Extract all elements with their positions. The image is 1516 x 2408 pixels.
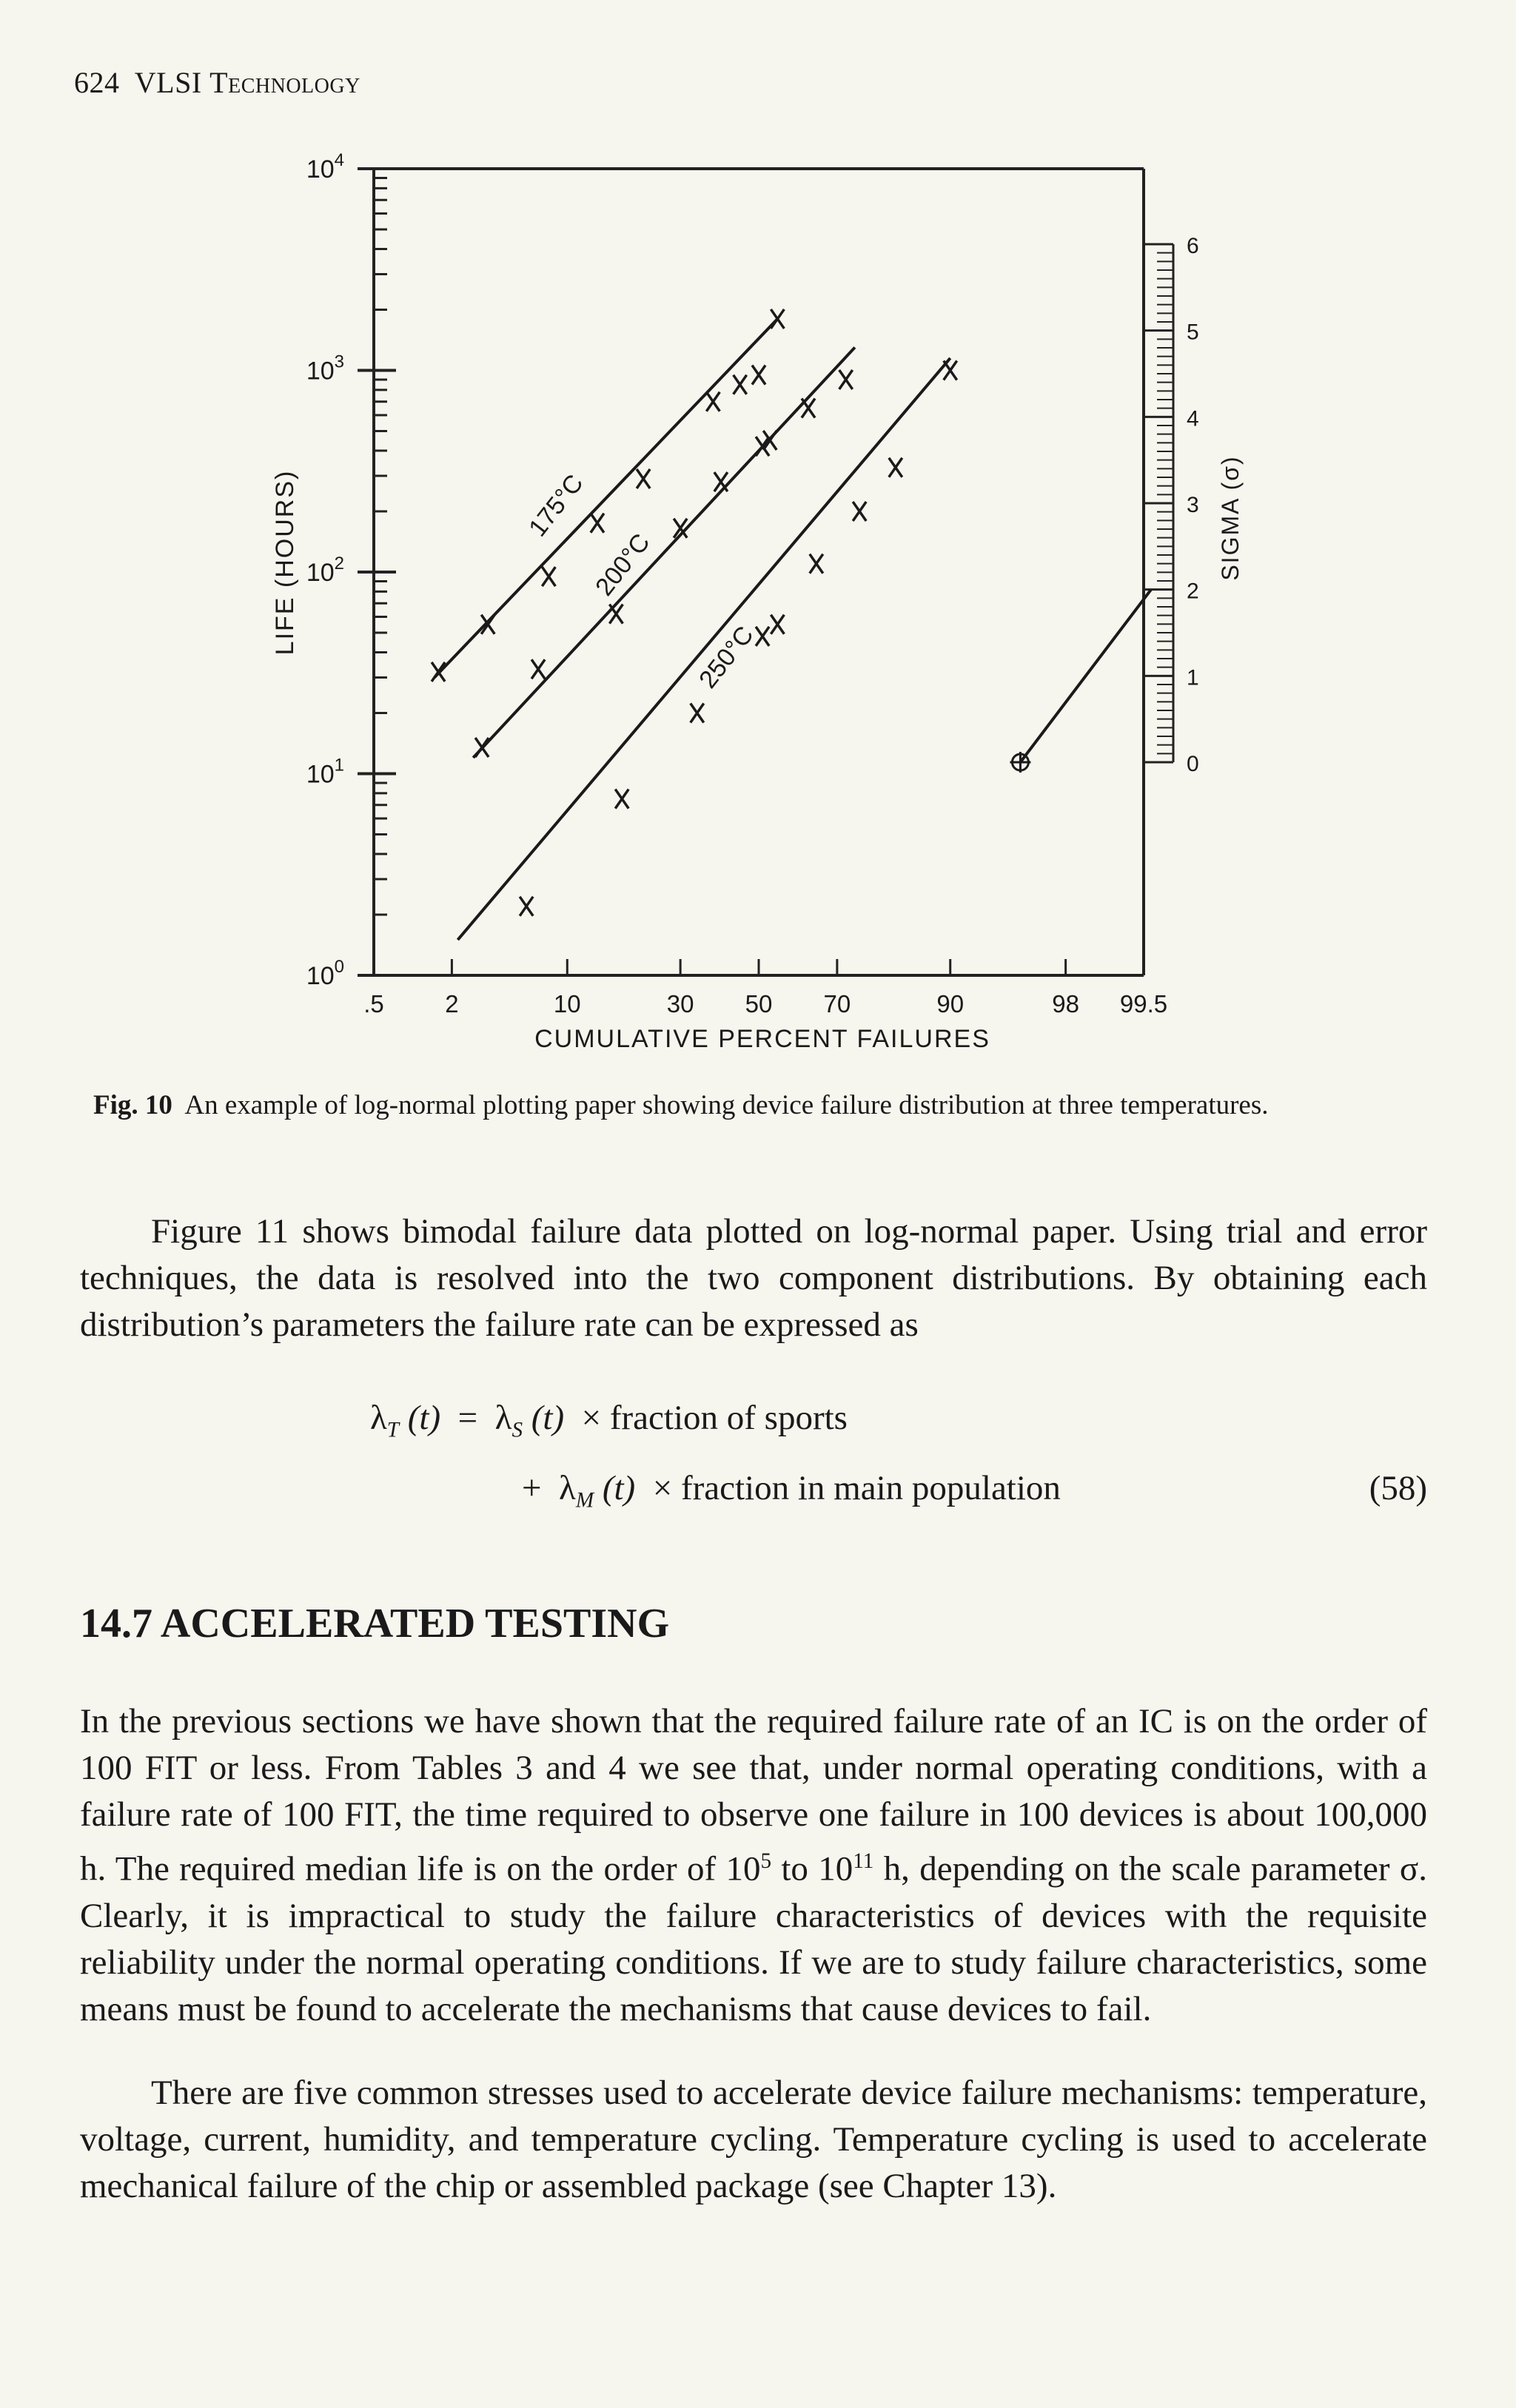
eq-rhs-sub: S — [512, 1418, 523, 1442]
para2-part-a: In the previous sections we have shown that the required failure rate of an IC is on the order of 100 FIT or less. From Tables 3 and 4 we see that, under normal operating conditions, with a failure rate of 100 FIT, the time required to observe one failure in 100 devices is about 100,000 h. The required median life is on the order of 10 — [80, 1702, 1427, 1889]
data-point-x — [475, 738, 489, 757]
sigma-tick-label: 1 — [1187, 665, 1199, 690]
data-point-x — [752, 366, 765, 385]
y-axis-ticks — [306, 150, 396, 990]
data-point-x — [944, 361, 957, 380]
para2-sup-2: 11 — [853, 1849, 874, 1873]
x-tick-label: .5 — [363, 990, 384, 1018]
data-point-x — [531, 659, 545, 679]
series-label: 250°C — [694, 621, 759, 694]
eq-lhs-arg: (t) — [407, 1399, 441, 1437]
figure-caption — [93, 1089, 1455, 1121]
data-point-x — [609, 605, 623, 624]
data-point-x — [714, 472, 728, 491]
section-title: ACCELERATED TESTING — [160, 1601, 670, 1647]
data-point-x — [691, 703, 704, 722]
data-point-x — [889, 458, 902, 477]
para2-part-c: h, depending on the scale parameter σ. Clearly, it is impractical to study the failure characteristics of devices with the requisite reliability under the normal operating conditions. If we are to study failure characteristics, some means must be found to accelerate the mechanisms that cause devices to fail. — [80, 1849, 1427, 2028]
eq-m-arg: (t) — [602, 1469, 636, 1507]
paragraph-bimodal: Figure 11 shows bimodal failure data plotted on log-normal paper. Using trial and error techniques, the data is resolved into the two component distributions. By obtaining each distribution’s parameters the failure rate can be expressed as — [80, 1212, 1427, 1344]
data-point-x — [706, 392, 720, 411]
eq-line1-rest: × fraction of sports — [581, 1399, 848, 1437]
eq-lhs-symbol: λ — [370, 1399, 387, 1437]
equation-line-2 — [522, 1465, 1061, 1524]
para2-sup-1: 5 — [760, 1849, 772, 1873]
data-point-x — [802, 398, 815, 417]
x-tick-label: 99.5 — [1119, 990, 1168, 1018]
data-point-x — [853, 502, 866, 521]
y-tick-label: $10^2$ — [306, 554, 344, 587]
data-point-x — [542, 567, 555, 586]
x-axis-label: CUMULATIVE PERCENT FAILURES — [534, 1025, 990, 1053]
x-tick-label: 2 — [445, 990, 459, 1018]
sigma-tick-label: 0 — [1187, 752, 1199, 776]
x-tick-label: 50 — [745, 990, 773, 1018]
eq-rhs-arg: (t) — [531, 1399, 565, 1437]
section-number: 14.7 — [80, 1601, 152, 1647]
y-tick-label: $10^0$ — [306, 957, 344, 990]
y-tick-label: $10^4$ — [306, 150, 344, 184]
paragraph-stresses: There are five common stresses used to accelerate device failure mechanisms: temperature, voltage, current, humidity, and temperature cycling. Temperature cycling is used to accelerate mechanical failure of the chip or assembled package (see Chapter 13). — [80, 2074, 1427, 2205]
caption-text: An example of log-normal plotting paper showing device failure distribution at three temperatures. — [184, 1090, 1269, 1120]
data-point-x — [615, 790, 628, 809]
data-point-x — [734, 375, 747, 394]
y-axis-label: LIFE (HOURS) — [271, 469, 299, 656]
sigma-reference-line — [1020, 590, 1151, 762]
sigma-axis-ticks — [1144, 234, 1199, 776]
eq-m-sub: M — [575, 1488, 594, 1513]
data-point-x — [839, 370, 853, 389]
sigma-axis-label: SIGMA (σ) — [1217, 455, 1244, 581]
data-series — [432, 309, 1151, 940]
data-point-x — [756, 627, 769, 646]
eq-equals: = — [457, 1399, 478, 1437]
book-title-rest: Technology — [209, 66, 360, 99]
sigma-tick-label: 3 — [1187, 493, 1199, 517]
equation-number: (58) — [1369, 1469, 1427, 1507]
y-tick-label: $10^1$ — [306, 755, 344, 789]
data-point-x — [637, 469, 650, 488]
x-tick-label: 98 — [1052, 990, 1079, 1018]
x-tick-label: 90 — [936, 990, 965, 1018]
equation-line-1 — [370, 1395, 848, 1453]
paragraph-failure-rate — [80, 1698, 1427, 2033]
sigma-tick-label: 5 — [1187, 320, 1199, 345]
eq-rhs-symbol: λ — [494, 1399, 512, 1437]
series-line — [457, 358, 950, 940]
plot-frame — [374, 169, 1144, 975]
series-label: 175°C — [523, 469, 589, 542]
caption-label: Fig. 10 — [93, 1090, 172, 1120]
eq-lhs-sub: T — [386, 1418, 399, 1442]
sigma-tick-label: 4 — [1187, 406, 1199, 431]
x-axis-ticks — [363, 959, 1167, 1018]
x-tick-label: 70 — [823, 990, 851, 1018]
y-tick-label: $10^3$ — [306, 352, 344, 386]
eq-m-symbol: λ — [559, 1469, 576, 1507]
x-tick-label: 30 — [666, 990, 694, 1018]
book-title-prefix: VLSI — [134, 66, 202, 99]
eq-line2-rest: × fraction in main population — [652, 1469, 1061, 1507]
data-point-x — [432, 662, 445, 682]
data-point-x — [771, 615, 784, 634]
data-point-x — [810, 554, 823, 574]
para2-part-b: to 10 — [771, 1849, 853, 1889]
page-number: 624 — [74, 66, 120, 99]
eq-plus: + — [522, 1469, 542, 1507]
sigma-tick-label: 2 — [1187, 579, 1199, 604]
section-heading — [80, 1600, 669, 1647]
data-point-x — [591, 514, 604, 533]
lognormal-plot-figure — [0, 0, 1516, 1073]
data-point-x — [771, 309, 784, 329]
series-label: 200°C — [590, 528, 656, 602]
sigma-tick-label: 6 — [1187, 234, 1199, 258]
data-point-x — [520, 897, 533, 916]
x-tick-label: 10 — [553, 990, 581, 1018]
